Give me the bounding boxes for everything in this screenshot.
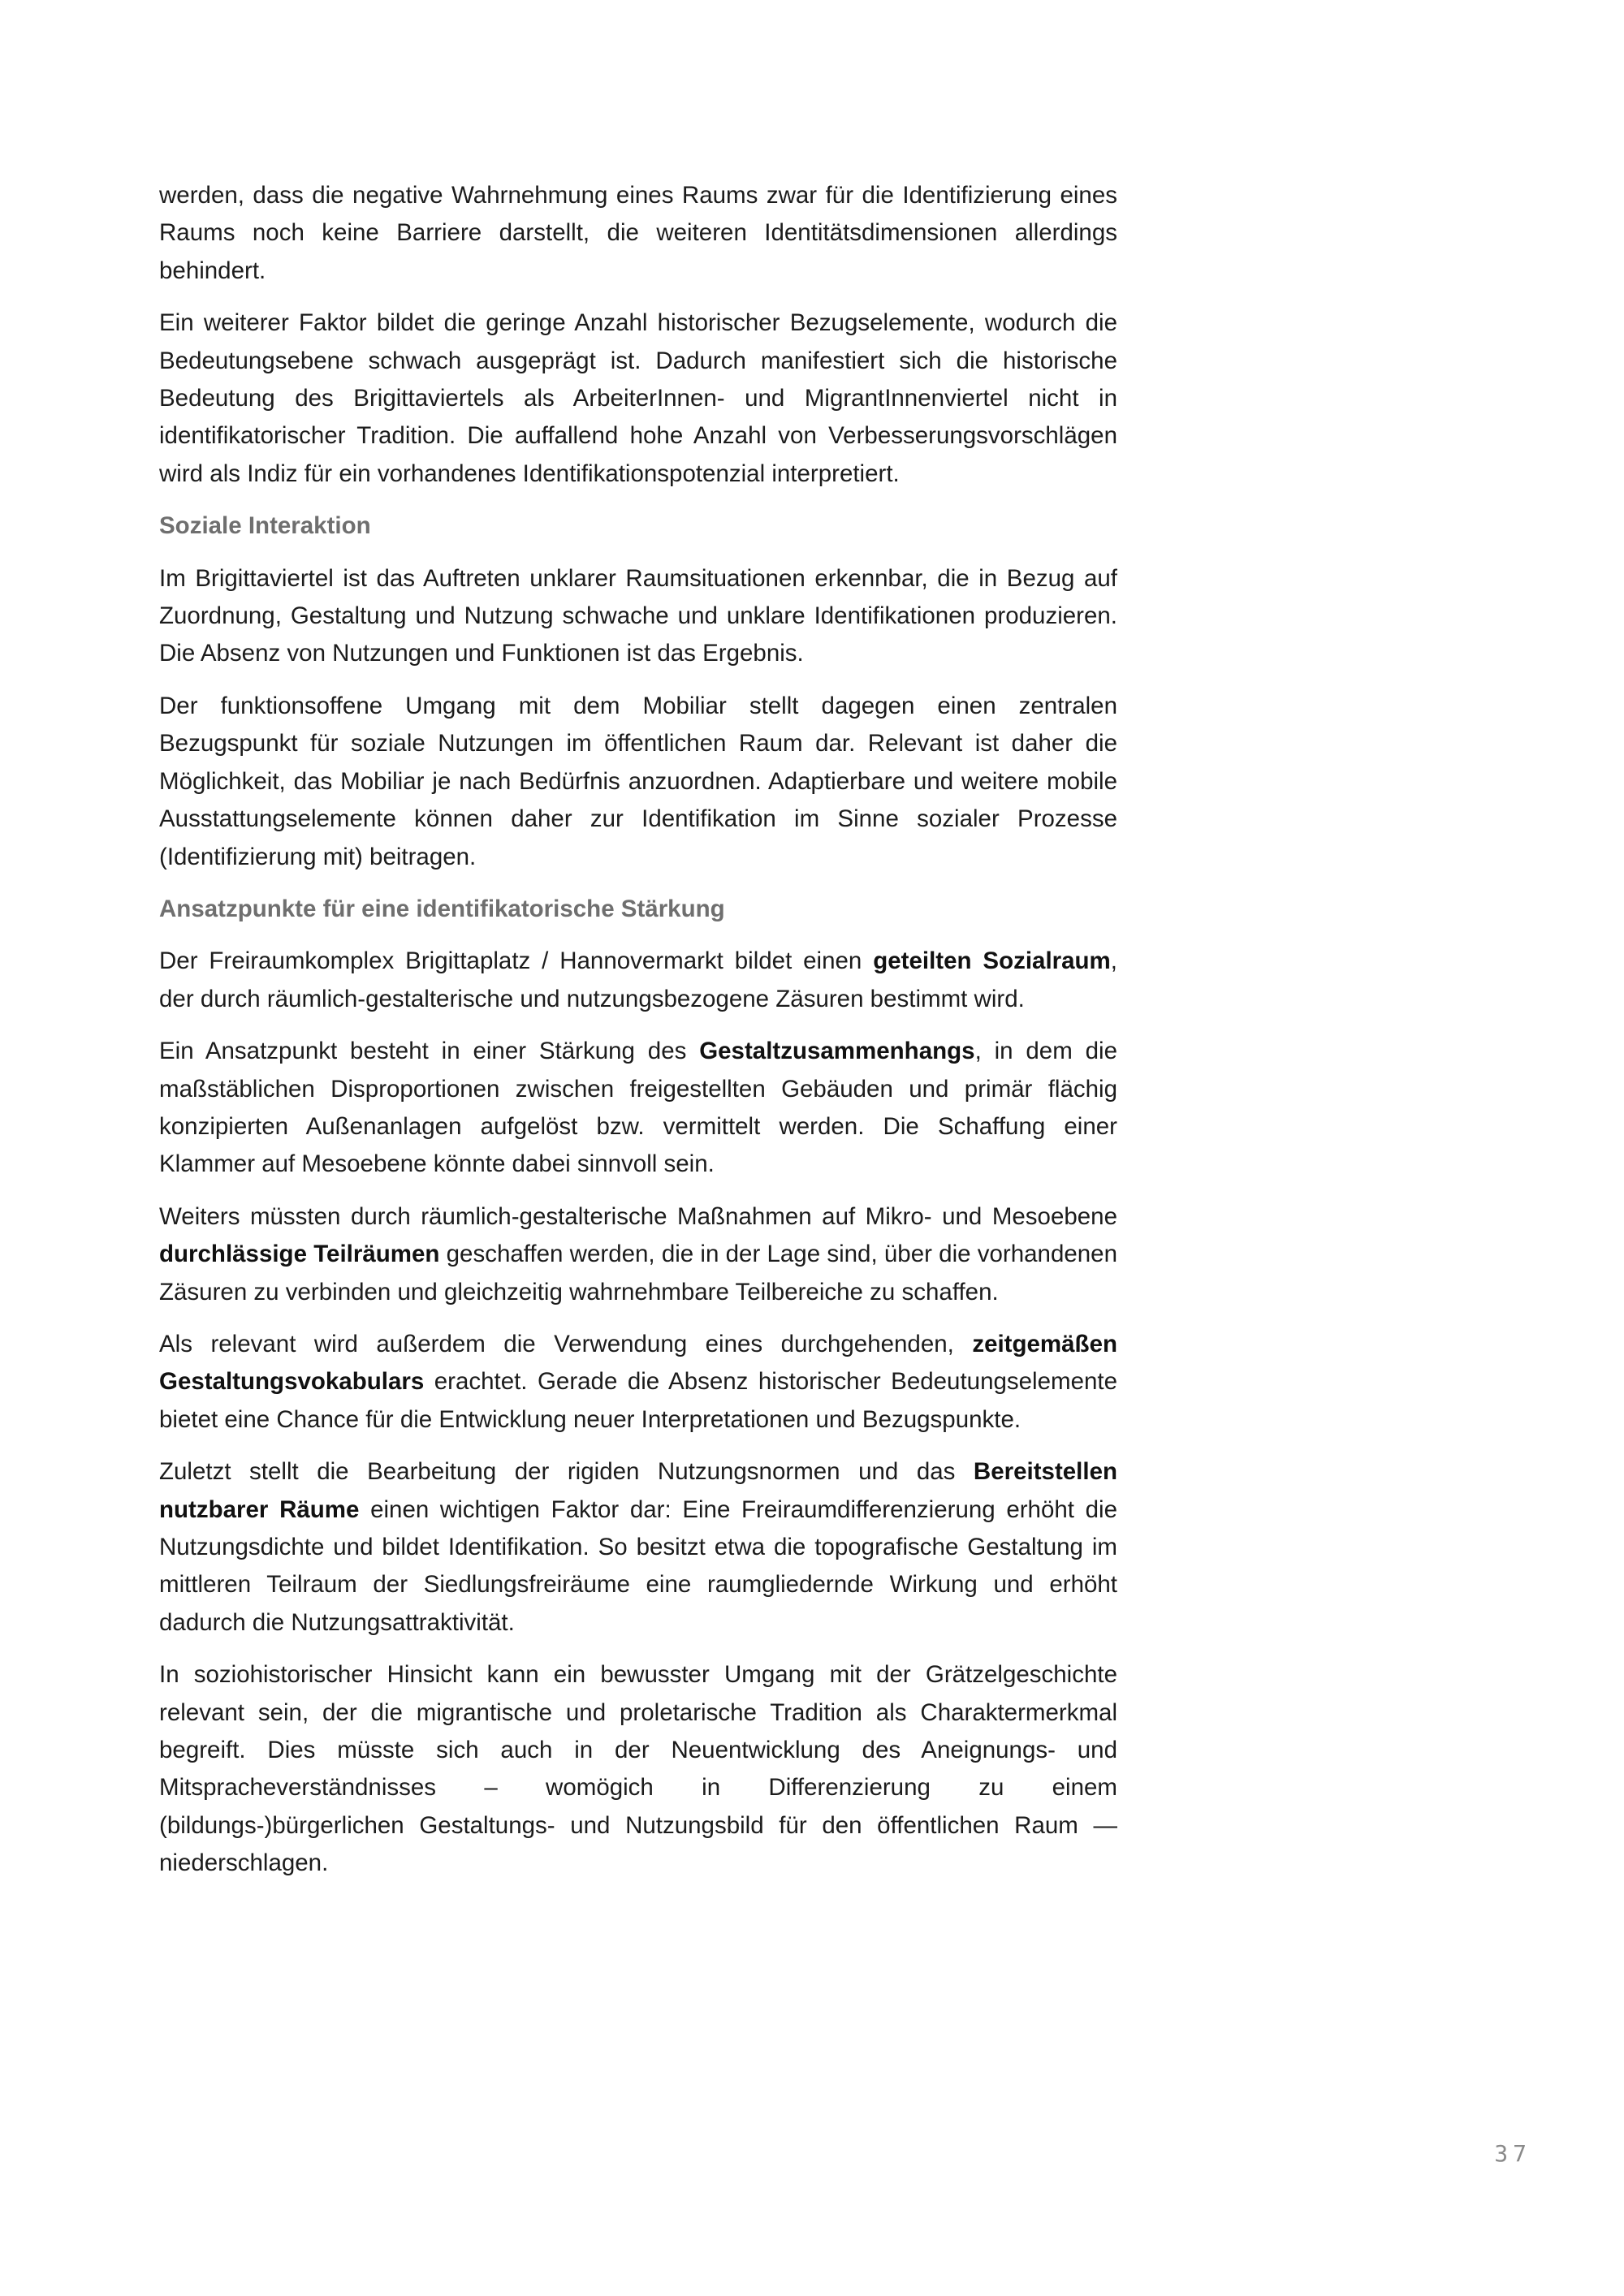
emphasis-text: geteilten Sozialraum — [873, 947, 1111, 975]
emphasis-text: Bereitstellen nutzbarer Räume — [159, 1458, 1117, 1523]
section-heading-approaches: Ansatzpunkte für eine identifikatorische Stärkung — [159, 895, 725, 922]
text-segment: , in dem die maßstäblichen Disproportionen zwischen freigestellten Gebäuden und primär flächig konzipierten Außenanlagen aufgelöst bzw. vermittelt werden. Die Schaffung einer Klammer auf Mesoebene könnte dabei sinnvoll sein. — [159, 1038, 1117, 1178]
text-segment: Der Freiraumkomplex Brigittaplatz / Hannovermarkt bildet einen — [159, 947, 874, 975]
text-segment: Als relevant wird außerdem die Verwendung eines durchgehenden, — [159, 1330, 973, 1357]
section-heading-social-interaction: Soziale Interaktion — [159, 512, 371, 540]
emphasis-text: Gestaltzusammenhangs — [699, 1038, 975, 1065]
paragraph-identity-barrier: werden, dass die negative Wahrnehmung eines Raums zwar für die Identifizierung eines Raums noch keine Barriere darstellt, die weiteren Identitätsdimensionen allerdings behindert. — [159, 182, 1117, 284]
emphasis-text: durchlässige Teilräumen — [159, 1241, 440, 1268]
text-column — [159, 177, 1117, 1897]
text-segment: Weiters müssten durch räumlich-gestalterische Maßnahmen auf Mikro- und Mesoebene — [159, 1202, 1117, 1230]
paragraph-shared-social-space — [159, 943, 1117, 1018]
text-segment: erachtet. Gerade die Absenz historischer Bedeutungselemente bietet eine Chance für die Entwicklung neuer Interpretationen und Bezugspunkte. — [159, 1368, 1117, 1433]
paragraph-furniture: Der funktionsoffene Umgang mit dem Mobiliar stellt dagegen einen zentralen Bezugspunkt für soziale Nutzungen im öffentlichen Raum dar. Relevant ist daher die Möglichkeit, das Mobiliar je nach Bedürfnis anzuordnen. Adaptierbare und weitere mobile Ausstattungselemente können daher zur Identifikation im Sinne sozialer Prozesse (Identifizierung mit) beitragen. — [159, 692, 1117, 870]
paragraph-unclear-spaces: Im Brigittaviertel ist das Auftreten unklarer Raumsituationen erkennbar, die in Bezug auf Zuordnung, Gestaltung und Nutzung schwache und unklare Identifikationen produzieren. Die Absenz von Nutzungen und Funktionen ist das Ergebnis. — [159, 564, 1117, 667]
text-segment: geschaffen werden, die in der Lage sind, über die vorhandenen Zäsuren zu verbinden und gleichzeitig wahrnehmbare Teilbereiche zu schaffen. — [159, 1241, 1117, 1306]
emphasis-text: zeitgemäßen Gestaltungsvokabulars — [159, 1330, 1117, 1396]
paragraph-design-vocabulary — [159, 1326, 1117, 1439]
page-number: 37 — [1494, 2140, 1531, 2167]
text-segment: Ein Ansatzpunkt besteht in einer Stärkung des — [159, 1038, 700, 1065]
paragraph-usable-spaces — [159, 1453, 1117, 1642]
paragraph-permeable-subspaces — [159, 1198, 1117, 1311]
paragraph-historical-elements: Ein weiterer Faktor bildet die geringe Anzahl historischer Bezugselemente, wodurch die Bedeutungsebene schwach ausgeprägt ist. Dadurch manifestiert sich die historische Bedeutung des Brigittaviertels als ArbeiterInnen- und MigrantInnenviertel nicht in identifikatorischer Tradition. Die auffallend hohe Anzahl von Verbesserungsvorschlägen wird als Indiz für ein vorhandenes Identifikationspotenzial interpretiert. — [159, 309, 1117, 487]
paragraph-socio-historical: In soziohistorischer Hinsicht kann ein bewusster Umgang mit der Grätzelgeschichte relevant sein, der die migrantische und proletarische Tradition als Charaktermerkmal begreift. Dies müsste sich auch in der Neuentwicklung des Aneignungs- und Mitspracheverständnisses – womögich in Differenzierung zu einem (bildungs-)bürgerlichen Gestaltungs- und Nutzungsbild für den öffentlichen Raum — niederschlagen. — [159, 1661, 1117, 1877]
text-segment: Zuletzt stellt die Bearbeitung der rigiden Nutzungsnormen und das — [159, 1458, 974, 1486]
paragraph-design-coherence — [159, 1033, 1117, 1184]
text-segment: , der durch räumlich-gestalterische und nutzungsbezogene Zäsuren bestimmt wird. — [159, 947, 1117, 1012]
text-segment: einen wichtigen Faktor dar: Eine Freiraumdifferenzierung erhöht die Nutzungsdichte und bildet Identifikation. So besitzt etwa die topografische Gestaltung im mittleren Teilraum der Siedlungsfreiräume eine raumgliedernde Wirkung und erhöht dadurch die Nutzungsattraktivität. — [159, 1495, 1117, 1636]
